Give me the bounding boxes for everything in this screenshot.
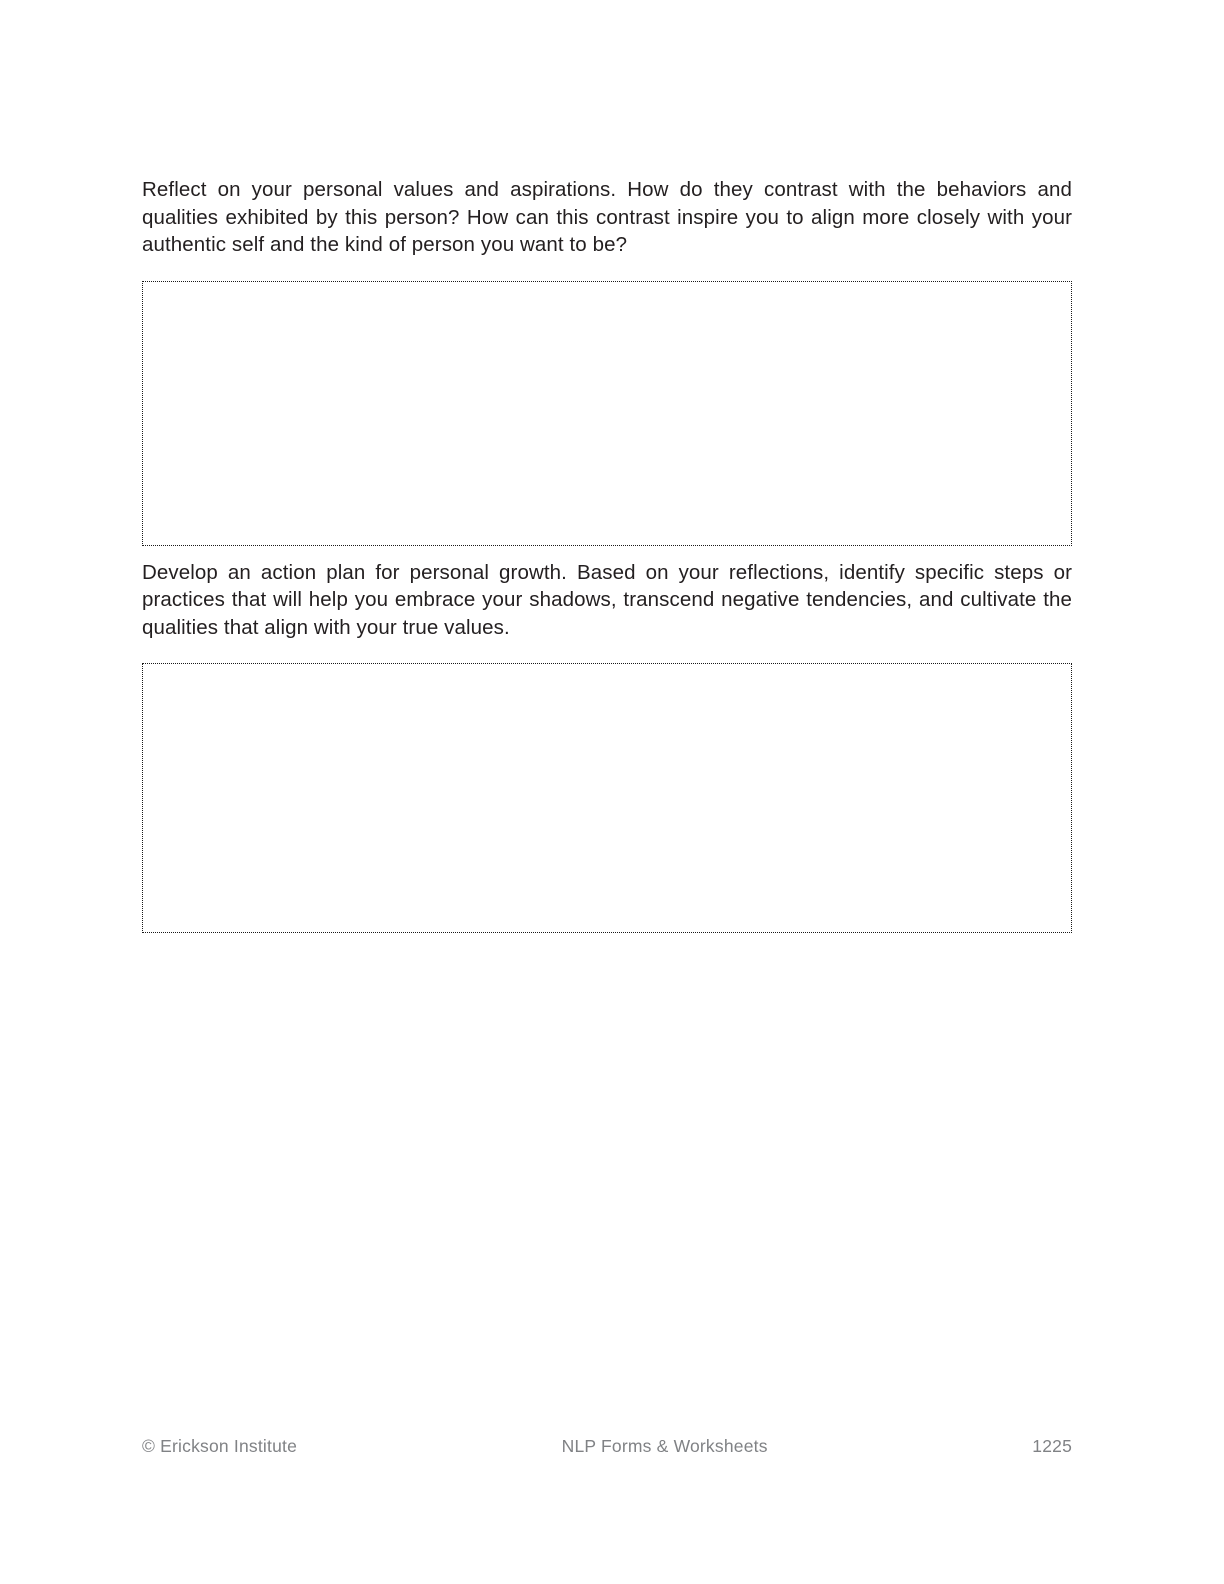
worksheet-content	[142, 176, 1072, 933]
footer-title: NLP Forms & Worksheets	[561, 1436, 768, 1456]
box-spacer	[142, 546, 1072, 559]
action-plan-prompt: Develop an action plan for personal growth. Based on your reflections, identify specific steps or practices that will help you embrace your shadows, transcend negative tendencies, and cultivate the qualities that align with your true values.	[142, 560, 1072, 639]
footer-page-number: 1225	[1032, 1436, 1072, 1456]
reflect-values-prompt: Reflect on your personal values and aspirations. How do they contrast with the behaviors and qualities exhibited by this person? How can this contrast inspire you to align more closely with your authentic self and the kind of person you want to be?	[142, 178, 1072, 256]
footer-copyright: © Erickson Institute	[142, 1436, 298, 1456]
reflect-values-answer-box[interactable]	[142, 281, 1072, 546]
action-plan-answer-box[interactable]	[142, 663, 1072, 933]
page-footer	[142, 1436, 1072, 1457]
